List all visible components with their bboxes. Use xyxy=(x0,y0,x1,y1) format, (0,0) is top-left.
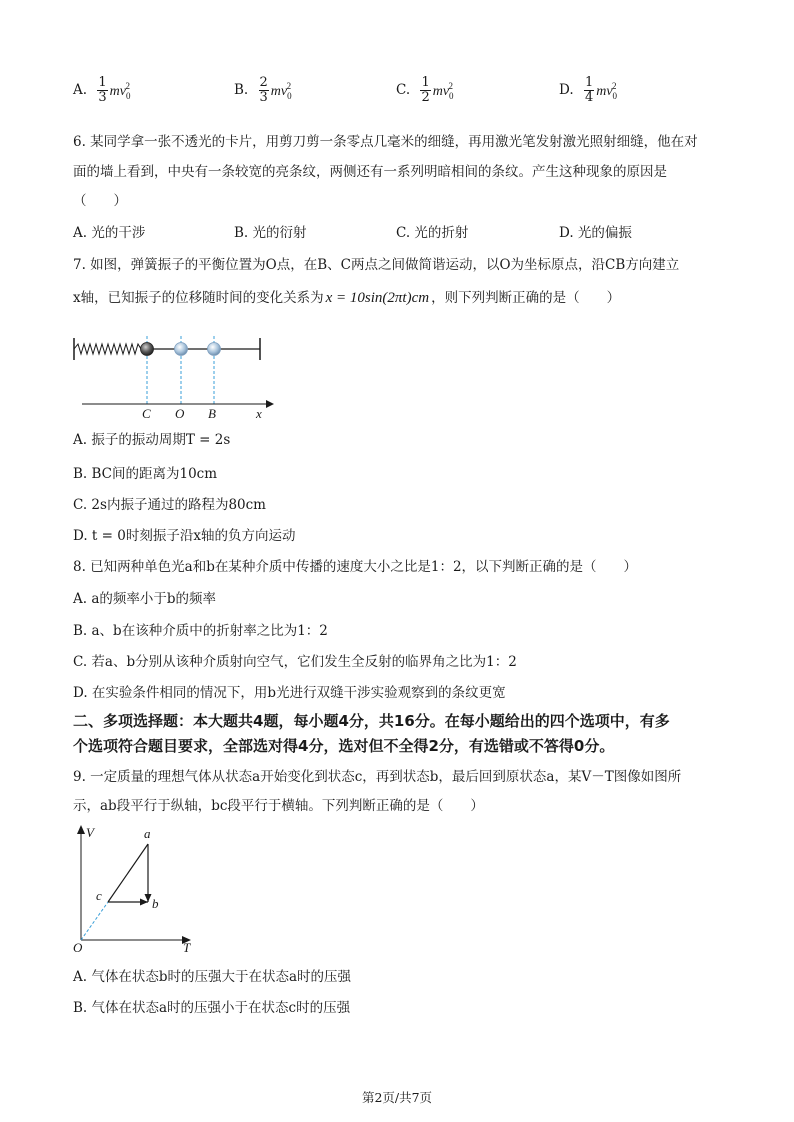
q5-option-letter: B. xyxy=(234,82,249,99)
arrow-ab xyxy=(145,894,152,902)
fraction: $\frac{1}{2}$ xyxy=(421,75,430,106)
q6-answer-paren: （ ） xyxy=(73,193,127,209)
label-x: x xyxy=(256,406,262,420)
q5-option-letter: C. xyxy=(396,82,411,99)
kinetic-energy-expr: $mv_0^2$ xyxy=(596,81,618,101)
q9-stem-line1: 9. 一定质量的理想气体从状态a开始变化到状态c，再到状态b，最后回到原状态a，某V－T图像如图所 xyxy=(73,769,682,785)
q6-option-b: B. 光的衍射 xyxy=(234,225,307,241)
kinetic-energy-expr: $mv_0^2$ xyxy=(109,81,131,101)
q8-option-d: D. 在实验条件相同的情况下，用b光进行双缝干涉实验观察到的条纹更宽 xyxy=(73,685,506,701)
q6-option-d: D. 光的偏振 xyxy=(559,225,632,241)
section-heading-line1: 二、多项选择题：本大题共4题，每小题4分，共16分。在每小题给出的四个选项中，有多 xyxy=(73,712,670,730)
q7-option-d: D. t = 0时刻振子沿x轴的负方向运动 xyxy=(73,528,296,544)
v-axis-arrow xyxy=(77,825,85,834)
q8-option-c: C. 若a、b分别从该种介质射向空气，它们发生全反射的临界角之比为1：2 xyxy=(73,654,517,670)
q7-option-c: C. 2s内振子通过的路程为80cm xyxy=(73,497,266,513)
displacement-equation: x = 10sin(2πt)cm xyxy=(325,290,430,306)
label-b: B xyxy=(208,406,216,420)
q5-option-letter: A. xyxy=(73,82,88,99)
spring-oscillator-figure xyxy=(70,332,280,420)
q8-stem: 8. 已知两种单色光a和b在某种介质中传播的速度大小之比是1：2，以下判断正确的是（ ） xyxy=(73,559,638,575)
label-a: a xyxy=(144,826,151,841)
q6-option-a: A. 光的干涉 xyxy=(73,225,146,241)
q5-option-d xyxy=(559,76,617,105)
fraction: $\frac{2}{3}$ xyxy=(259,75,268,106)
q8-option-a: A. a的频率小于b的频率 xyxy=(73,591,217,607)
q8-option-b: B. a、b在该种介质中的折射率之比为1：2 xyxy=(73,623,328,639)
label-origin: O xyxy=(73,940,83,952)
label-c: C xyxy=(142,406,151,420)
segment-ca xyxy=(108,844,148,902)
label-o: O xyxy=(175,406,185,420)
extension-dashed-line xyxy=(81,902,108,940)
oscillator-ball xyxy=(141,343,154,356)
q9-option-a: A. 气体在状态b时的压强大于在状态a时的压强 xyxy=(73,969,352,985)
label-c: c xyxy=(96,888,102,903)
q9-stem-line2: 示，ab段平行于纵轴，bc段平行于横轴。下列判断正确的是（ ） xyxy=(73,798,484,814)
q5-option-letter: D. xyxy=(559,82,574,99)
label-b: b xyxy=(152,896,159,911)
q5-option-c xyxy=(396,76,453,105)
arrow-cb xyxy=(140,899,148,906)
kinetic-energy-expr: $mv_0^2$ xyxy=(432,81,454,101)
label-t: T xyxy=(183,940,191,952)
q5-option-a xyxy=(73,76,130,105)
fraction: $\frac{1}{4}$ xyxy=(584,75,594,106)
q6-stem-line2: 面的墙上看到，中央有一条较宽的亮条纹，两侧还有一系列明暗相间的条纹。产生这种现象的原因是 xyxy=(73,164,667,180)
q5-option-b xyxy=(234,76,291,105)
kinetic-energy-expr: $mv_0^2$ xyxy=(270,81,292,101)
x-axis-arrow xyxy=(266,400,274,408)
section-heading-line2: 个选项符合题目要求，全部选对得4分，选对但不全得2分，有选错或不答得0分。 xyxy=(73,737,615,755)
fraction: $\frac{1}{3}$ xyxy=(98,75,107,106)
q7-option-b: B. BC间的距离为10cm xyxy=(73,466,218,482)
v-t-graph xyxy=(70,822,210,952)
q6-option-c: C. 光的折射 xyxy=(396,225,469,241)
q7-option-a: A. 振子的振动周期T = 2s xyxy=(73,432,231,448)
q9-option-b: B. 气体在状态a时的压强小于在状态c时的压强 xyxy=(73,1000,351,1016)
label-v: V xyxy=(86,825,94,840)
ball-position-b xyxy=(208,343,221,356)
page-number-footer: 第2页/共7页 xyxy=(361,1090,433,1105)
q7-stem-line1: 7. 如图，弹簧振子的平衡位置为O点，在B、C两点之间做简谐运动，以O为坐标原点，沿CB方向建立 xyxy=(73,257,680,273)
q7-stem-line2: x轴，已知振子的位移随时间的变化关系为 x = 10sin(2πt)cm ，则下列判断正确的是（ ） xyxy=(73,290,621,306)
q6-stem-line1: 6. 某同学拿一张不透光的卡片，用剪刀剪一条零点几毫米的细缝，再用激光笔发射激光照射细缝，他在对 xyxy=(73,134,698,150)
spring xyxy=(74,344,144,354)
ball-position-o xyxy=(175,343,188,356)
